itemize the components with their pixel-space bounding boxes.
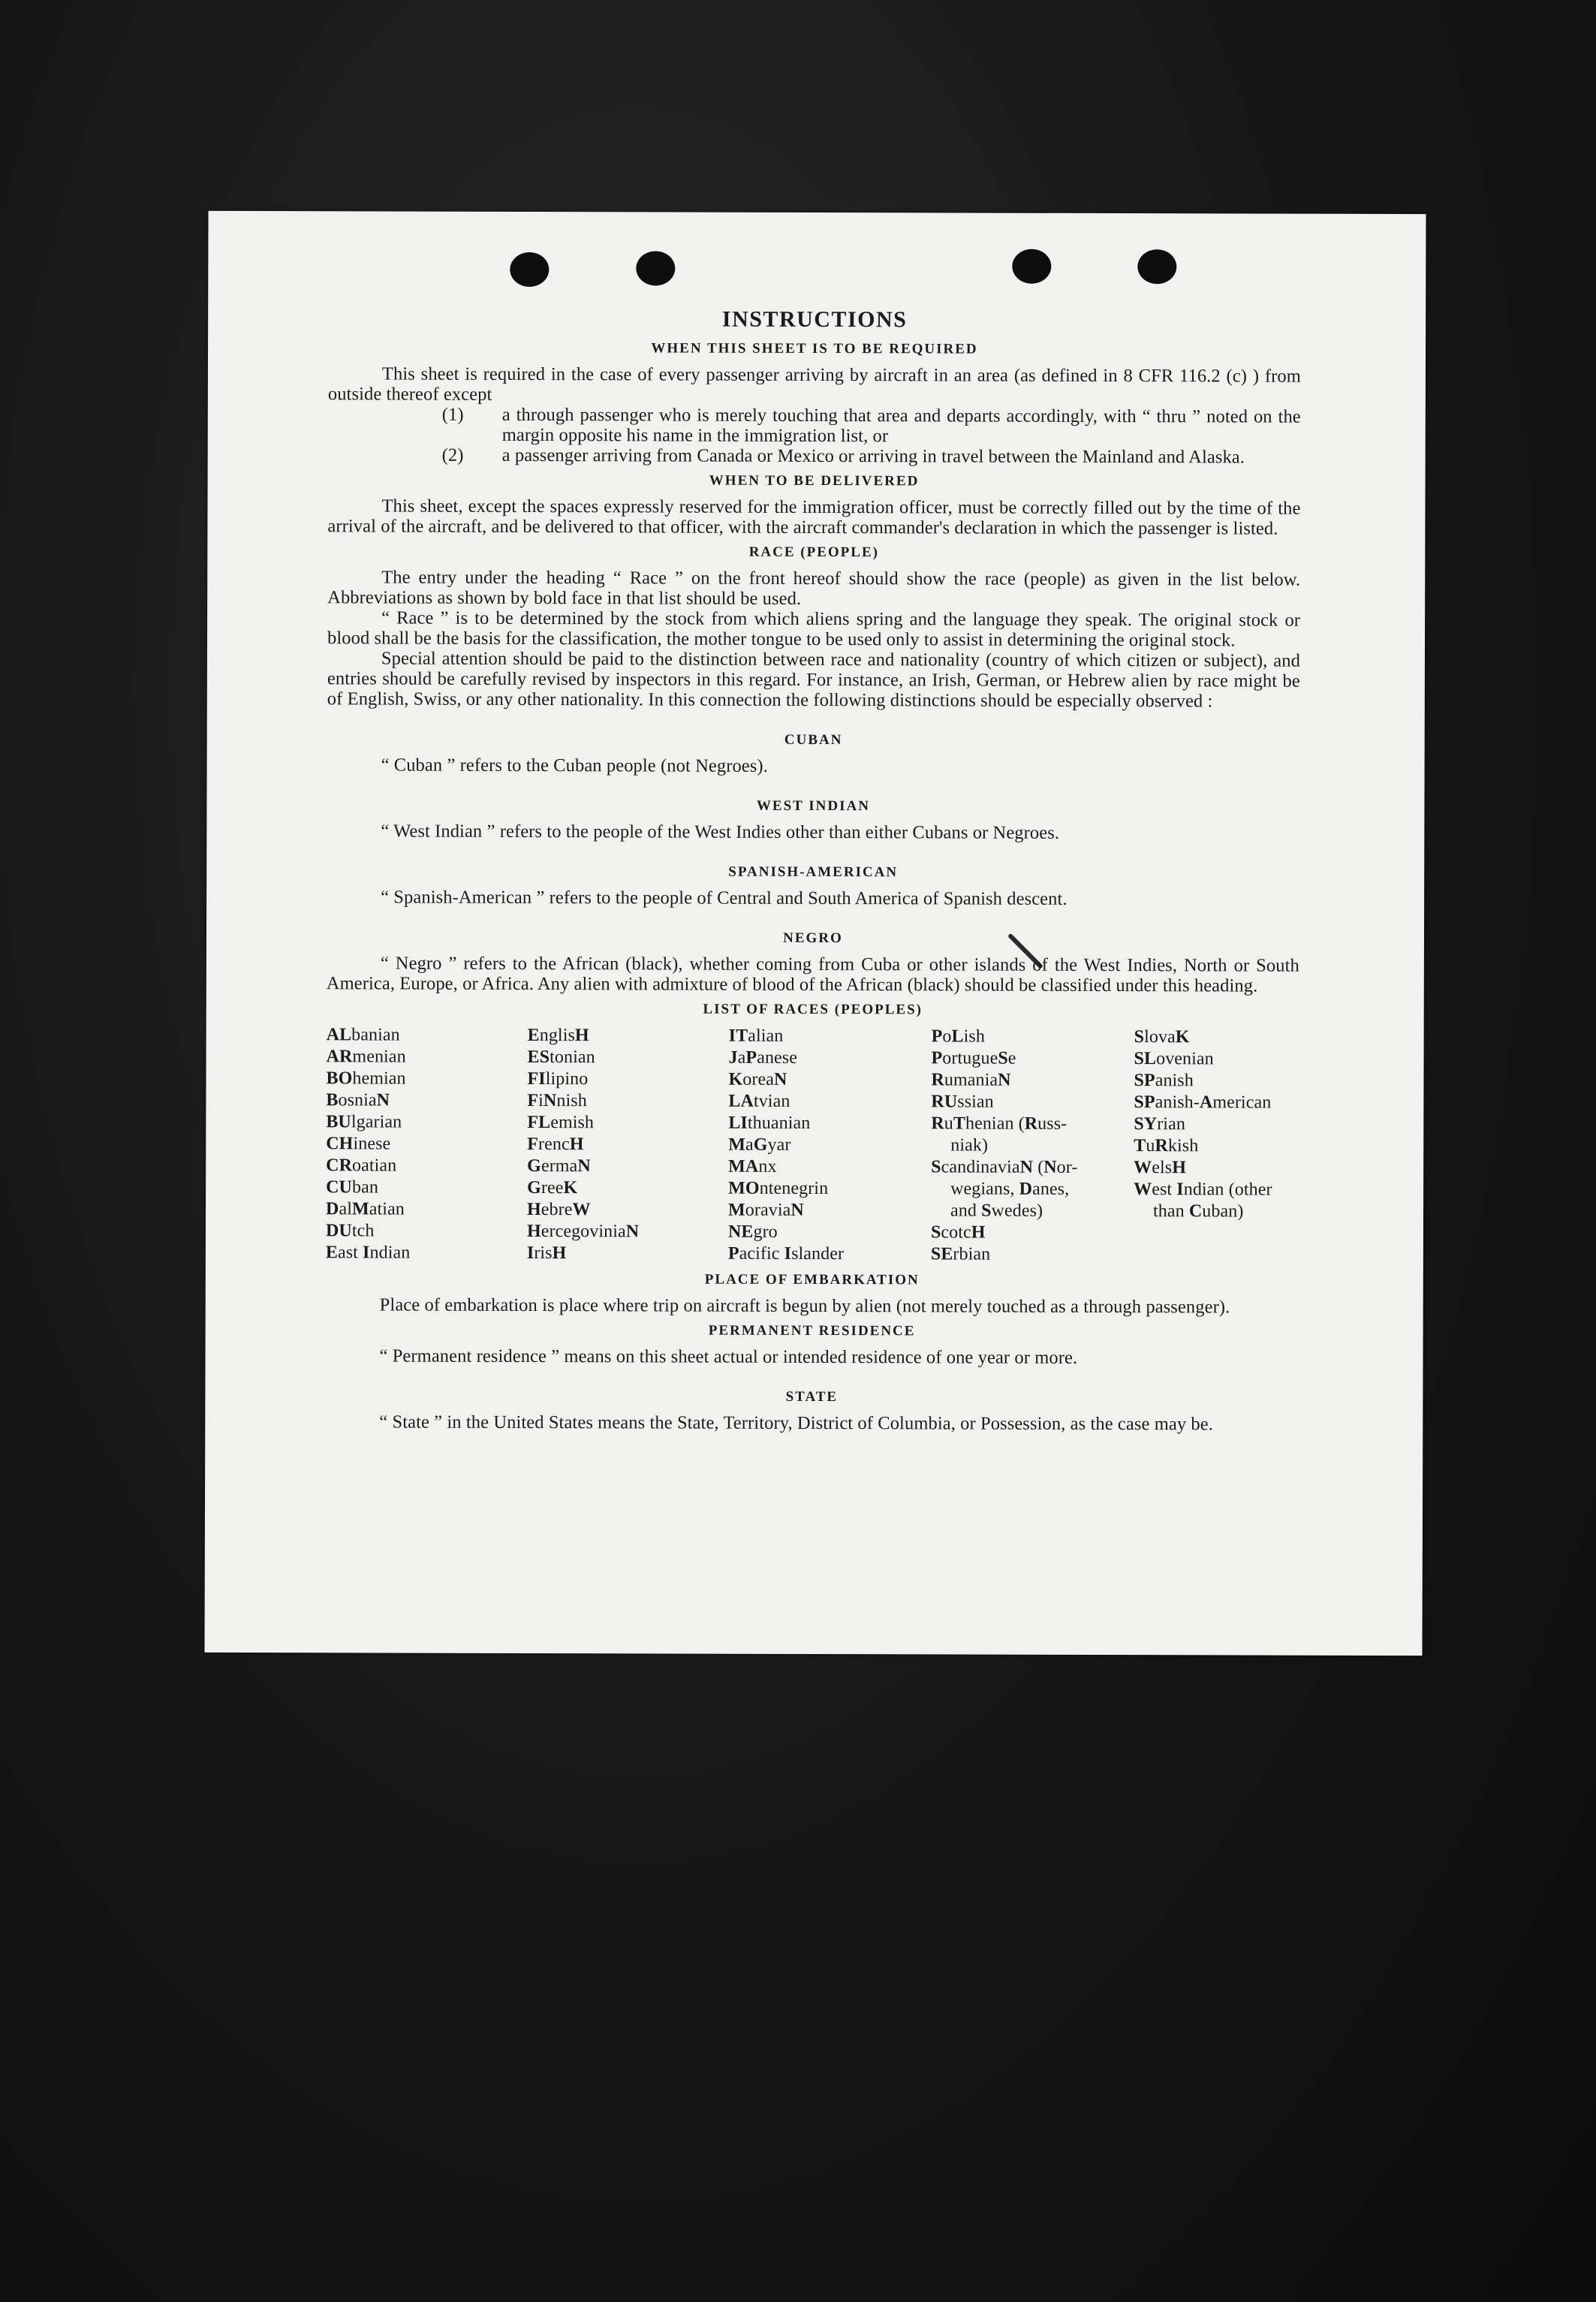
- race-entry: SErbian: [930, 1244, 991, 1264]
- when-required-intro: This sheet is required in the case of every passenger arriving by aircraft in an area (as defined in 8 CFR 116.2 (c) ) from outside thereof except: [327, 363, 1301, 405]
- races-column: [728, 1026, 932, 1266]
- item-text: a passenger arriving from Canada or Mexico or arriving in travel between the Mainland and Alaska.: [501, 444, 1245, 468]
- race-entry-continued: wegians, Danes,: [950, 1179, 1070, 1199]
- heading-negro: NEGRO: [783, 930, 843, 947]
- race-entry: BOhemian: [326, 1068, 406, 1089]
- race-entry: RuThenian (Russ-: [931, 1113, 1068, 1134]
- exception-item: [328, 444, 1301, 467]
- heading-permanent-residence: PERMANENT RESIDENCE: [708, 1322, 916, 1339]
- races-table: [326, 1024, 1299, 1266]
- permanent-residence-text: “ Permanent residence ” means on this sheet actual or intended residence of one year or more.: [379, 1345, 1078, 1368]
- race-entry: FiNnish: [527, 1090, 587, 1111]
- race-entry: HebreW: [527, 1199, 591, 1220]
- heading-state: STATE: [785, 1388, 839, 1406]
- race-entry: GermaN: [527, 1156, 591, 1177]
- when-delivered-text: This sheet, except the spaces expressly reserved for the immigration officer, must be correctly filled out by the time of the arrival of the aircraft, and be delivered to that officer, with the aircraft commander's declaration in which the passenger is listed.: [327, 496, 1301, 539]
- item-text: a through passenger who is merely touching that area and departs accordingly, with “ thru ” noted on the margin opposite his name in the immigration list, or: [501, 404, 1301, 447]
- punch-hole: [510, 252, 549, 287]
- punch-hole: [1137, 249, 1176, 284]
- heading-spanish-american: SPANISH-AMERICAN: [728, 863, 899, 881]
- race-entry-continued: and Swedes): [950, 1201, 1043, 1221]
- race-entry: WelsH: [1134, 1158, 1187, 1178]
- race-entry: Pacific Islander: [727, 1243, 845, 1264]
- race-entry: SlovaK: [1134, 1027, 1190, 1047]
- race-entry: LIthuanian: [728, 1113, 811, 1133]
- race-entry-continued: than Cuban): [1152, 1201, 1244, 1222]
- race-entry: BosniaN: [326, 1090, 390, 1110]
- west-indian-text: “ West Indian ” refers to the people of the West Indies other than either Cubans or Negroes.: [381, 821, 1060, 843]
- race-entry: HercegoviniaN: [526, 1221, 640, 1242]
- race-entry: MAnx: [728, 1156, 777, 1177]
- instructions-content: [325, 306, 1301, 1434]
- race-entry: ScotcH: [930, 1222, 986, 1243]
- item-number: (2): [441, 444, 464, 466]
- page-title: INSTRUCTIONS: [721, 306, 908, 333]
- race-entry: EStonian: [527, 1047, 595, 1068]
- race-entry: ScandinaviaN (Nor-: [931, 1157, 1078, 1177]
- races-column: [527, 1025, 729, 1265]
- race-paragraph: The entry under the heading “ Race ” on the front hereof should show the race (people) as given in the list below. Abbreviations as shown by bold face in that list should be used.: [327, 567, 1301, 609]
- race-entry: East Indian: [325, 1243, 411, 1263]
- spanish-american-text: “ Spanish-American ” refers to the people of Central and South America of Spanish descent.: [381, 887, 1068, 909]
- race-entry: MoraviaN: [728, 1200, 804, 1220]
- races-column: [931, 1026, 1134, 1266]
- race-entry: SPanish-American: [1134, 1092, 1272, 1113]
- race-entry: MaGyar: [728, 1134, 791, 1155]
- race-entry-continued: niak): [950, 1135, 989, 1156]
- race-entry: SLovenian: [1134, 1049, 1214, 1069]
- race-entry: NEgro: [727, 1222, 778, 1242]
- race-entry: ITalian: [728, 1026, 784, 1046]
- race-entry: PortugueSe: [931, 1048, 1016, 1068]
- heading-place-of-embarkation: PLACE OF EMBARKATION: [704, 1271, 920, 1288]
- race-entry: CUban: [326, 1177, 378, 1198]
- heading-when-delivered: WHEN TO BE DELIVERED: [709, 472, 920, 490]
- heading-cuban: CUBAN: [784, 731, 843, 749]
- race-entry: CRoatian: [326, 1156, 397, 1176]
- race-entry: ALbanian: [326, 1025, 400, 1045]
- race-entry: FrencH: [527, 1134, 584, 1155]
- item-number: (1): [441, 404, 464, 425]
- race-entry: MOntenegrin: [728, 1178, 829, 1199]
- race-entry: SPanish: [1134, 1071, 1194, 1091]
- exception-item: [328, 404, 1301, 447]
- negro-text: “ Negro ” refers to the African (black), whether coming from Cuba or other islands of the West Indies, North or South America, Europe, or Africa. Any alien with admixture of blood of the African (black) should be classified under this heading.: [326, 953, 1299, 996]
- race-entry: LAtvian: [728, 1091, 790, 1111]
- race-entry: BUlgarian: [326, 1112, 402, 1132]
- race-paragraph: Special attention should be paid to the distinction between race and nationality (country of which citizen or subject), and entries should be carefully revised by inspectors in this regard. For instance, an Irish, German, or Hebrew alien by race might be of English, Swiss, or any other nationality. In this connection the following distinctions should be especially observed :: [327, 648, 1300, 712]
- races-column: [326, 1024, 528, 1264]
- races-column: [1134, 1026, 1299, 1267]
- race-entry: GreeK: [527, 1177, 578, 1198]
- race-entry: PoLish: [931, 1026, 985, 1047]
- race-entry: CHinese: [326, 1134, 391, 1154]
- race-entry: EnglisH: [527, 1025, 589, 1046]
- heading-when-required: WHEN THIS SHEET IS TO BE REQUIRED: [651, 340, 978, 357]
- race-entry: TuRkish: [1134, 1136, 1199, 1156]
- heading-west-indian: WEST INDIAN: [756, 797, 870, 815]
- punch-hole: [1012, 249, 1051, 284]
- race-entry: JaPanese: [728, 1047, 798, 1068]
- cuban-text: “ Cuban ” refers to the Cuban people (not Negroes).: [381, 755, 768, 776]
- race-entry: IrisH: [526, 1243, 567, 1264]
- race-entry: RumaniaN: [931, 1070, 1011, 1090]
- race-entry: ARmenian: [326, 1047, 406, 1067]
- race-entry: FLemish: [527, 1112, 595, 1133]
- heading-race: RACE (PEOPLE): [748, 544, 879, 561]
- state-text: “ State ” in the United States means the State, Territory, District of Columbia, or Possession, as the case may be.: [379, 1412, 1214, 1435]
- heading-list-of-races: LIST OF RACES (PEOPLES): [703, 1001, 923, 1018]
- race-entry: FIlipino: [527, 1068, 589, 1089]
- race-entry: West Indian (other: [1134, 1180, 1272, 1200]
- instruction-sheet: [204, 211, 1426, 1656]
- race-entry: SYrian: [1134, 1114, 1185, 1134]
- race-entry: KoreaN: [728, 1069, 787, 1089]
- race-entry: DUtch: [325, 1221, 375, 1241]
- race-entry: DalMatian: [326, 1199, 405, 1219]
- place-of-embarkation-text: Place of embarkation is place where trip on aircraft is begun by alien (not merely touched as a through passenger).: [379, 1294, 1230, 1318]
- race-entry: RUssian: [931, 1092, 994, 1112]
- race-paragraph: “ Race ” is to be determined by the stock from which aliens spring and the language they speak. The original stock or blood shall be the basis for the classification, the mother tongue to be used only to assist in determining the original stock.: [327, 607, 1301, 651]
- punch-hole: [636, 251, 675, 285]
